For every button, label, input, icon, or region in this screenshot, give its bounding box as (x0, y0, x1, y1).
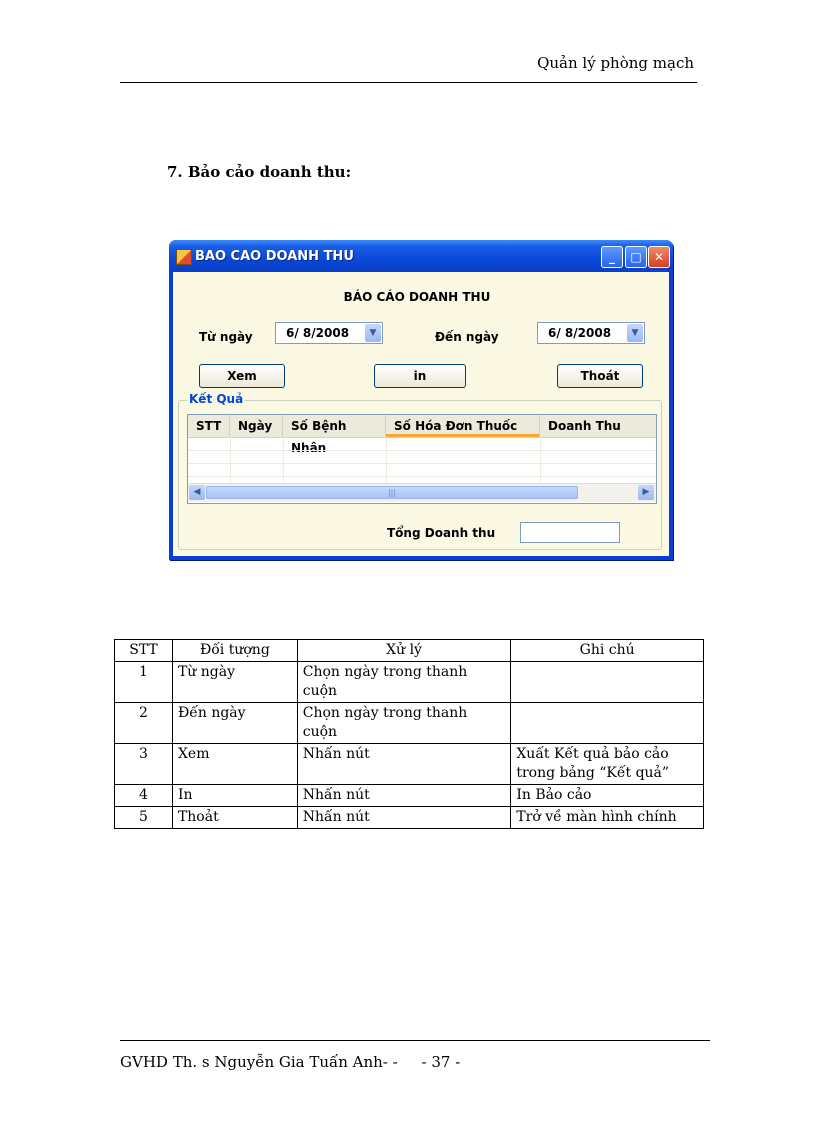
grid-divider (283, 437, 284, 483)
close-button[interactable]: ✕ (648, 246, 670, 268)
grid-divider (386, 437, 387, 483)
from-date-label: Từ ngày (199, 330, 253, 344)
header-note: Ghi chú (511, 640, 704, 662)
section-title: 7. Bảo cảo doanh thu: (167, 163, 352, 181)
cell-action: Chọn ngày trong thanh cuộn (297, 662, 511, 703)
to-date-picker[interactable] (537, 322, 645, 344)
from-date-value: 6/ 8/2008 (286, 326, 350, 340)
table-row (115, 807, 704, 829)
cell-note (511, 662, 704, 703)
cell-stt: 4 (115, 785, 173, 807)
page-footer: GVHD Th. s Nguyễn Gia Tuấn Anh- - - 37 - (120, 1053, 461, 1071)
table-header-row (115, 640, 704, 662)
cell-action: Nhấn nút (297, 807, 511, 829)
from-date-picker[interactable] (275, 322, 383, 344)
table-row[interactable] (188, 463, 656, 477)
window-client (173, 272, 669, 556)
exit-button[interactable]: Thoát (557, 364, 643, 388)
window-titlebar[interactable] (169, 240, 673, 272)
cell-note (511, 703, 704, 744)
grid-col-invoices[interactable]: Số Hóa Đơn Thuốc (386, 415, 540, 437)
minimize-button[interactable]: _ (601, 246, 623, 268)
results-grid[interactable] (187, 414, 657, 504)
app-icon (176, 249, 192, 265)
grid-divider (230, 437, 231, 483)
chevron-down-icon[interactable]: ▼ (365, 324, 381, 342)
horizontal-scrollbar[interactable] (188, 483, 656, 502)
cell-stt: 1 (115, 662, 173, 703)
header-object: Đối tượng (172, 640, 297, 662)
cell-object: Xem (172, 744, 297, 785)
cell-object: Từ ngày (172, 662, 297, 703)
header-rule (120, 82, 697, 83)
page-header: Quản lý phòng mạch (537, 54, 694, 72)
cell-stt: 2 (115, 703, 173, 744)
cell-note: In Bảo cảo (511, 785, 704, 807)
total-revenue-field[interactable] (520, 522, 620, 543)
cell-action: Chọn ngày trong thanh cuộn (297, 703, 511, 744)
scrollbar-thumb[interactable]: ||| (206, 486, 578, 499)
cell-object: In (172, 785, 297, 807)
cell-note: Xuất Kết quả bảo cảo trong bảng “Kết quả” (511, 744, 704, 785)
window-title: BAO CAO DOANH THU (195, 249, 354, 264)
grid-header (188, 415, 656, 455)
view-button[interactable]: Xem (199, 364, 285, 388)
grid-divider (540, 437, 541, 483)
chevron-down-icon[interactable]: ▼ (627, 324, 643, 342)
cell-action: Nhấn nút (297, 744, 511, 785)
grid-col-date[interactable]: Ngày (230, 415, 283, 437)
description-table (114, 639, 704, 829)
table-row[interactable] (188, 437, 656, 451)
table-row (115, 703, 704, 744)
scroll-left-icon[interactable]: ◀ (189, 485, 205, 500)
to-date-value: 6/ 8/2008 (548, 326, 612, 340)
cell-stt: 5 (115, 807, 173, 829)
table-row (115, 785, 704, 807)
report-window (169, 240, 673, 560)
scroll-right-icon[interactable]: ▶ (638, 485, 654, 500)
grid-col-revenue[interactable]: Doanh Thu (548, 419, 621, 433)
print-button[interactable]: in (374, 364, 466, 388)
grid-col-patients[interactable]: Số Bệnh Nhân (283, 415, 386, 437)
cell-action: Nhấn nút (297, 785, 511, 807)
footer-rule (120, 1040, 710, 1041)
cell-object: Đến ngày (172, 703, 297, 744)
table-row[interactable] (188, 450, 656, 464)
results-group-label: Kết Quả (189, 392, 244, 406)
grid-col-stt[interactable]: STT (188, 415, 230, 437)
to-date-label: Đến ngày (435, 330, 499, 344)
total-revenue-label: Tổng Doanh thu (387, 526, 496, 540)
cell-object: Thoảt (172, 807, 297, 829)
table-row (115, 744, 704, 785)
form-title: BÁO CÁO DOANH THU (343, 290, 491, 304)
cell-stt: 3 (115, 744, 173, 785)
header-action: Xử lý (297, 640, 511, 662)
table-row (115, 662, 704, 703)
cell-note: Trở về màn hình chính (511, 807, 704, 829)
maximize-button[interactable]: □ (625, 246, 647, 268)
header-stt: STT (115, 640, 173, 662)
